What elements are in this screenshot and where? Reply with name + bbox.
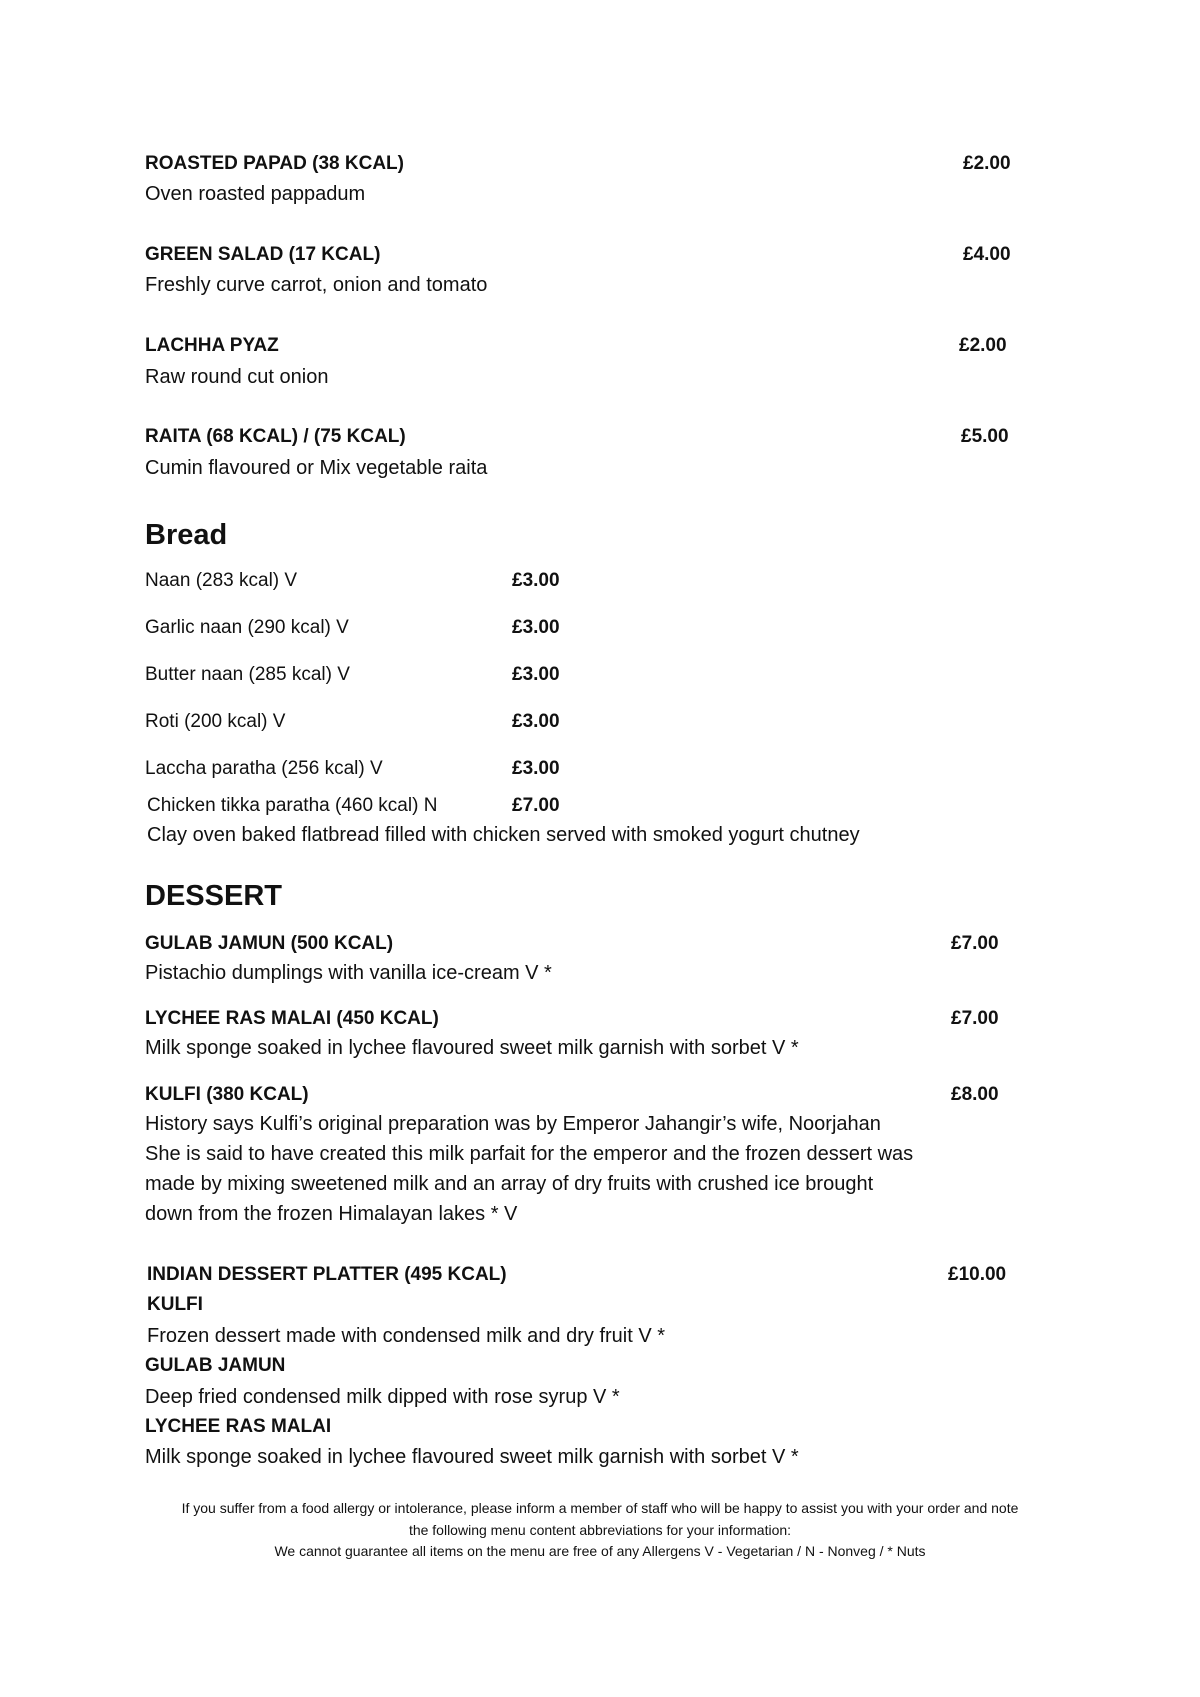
item-title: LACHHA PYAZ: [145, 335, 279, 356]
item-price: £5.00: [961, 426, 1009, 447]
dessert-description: Milk sponge soaked in lychee flavoured sweet milk garnish with sorbet V *: [145, 1037, 799, 1059]
item-description: Raw round cut onion: [145, 366, 329, 388]
dessert-description-line: History says Kulfi’s original preparation was by Emperor Jahangir’s wife, Noorjahan: [145, 1113, 881, 1135]
bread-item-price: £3.00: [512, 617, 560, 638]
dessert-description-line: She is said to have created this milk parfait for the emperor and the frozen dessert was: [145, 1143, 914, 1165]
item-price: £2.00: [959, 335, 1007, 356]
dessert-title: LYCHEE RAS MALAI (450 KCAL): [145, 1008, 439, 1029]
platter-component-name: LYCHEE RAS MALAI: [145, 1416, 332, 1437]
dessert-description-line: made by mixing sweetened milk and an array of dry fruits with crushed ice brought: [145, 1173, 874, 1195]
platter-price: £10.00: [948, 1264, 1007, 1285]
platter-component-name: GULAB JAMUN: [145, 1355, 286, 1376]
dessert-title: KULFI (380 KCAL): [145, 1084, 309, 1105]
bread-item-name: Naan (283 kcal) V: [145, 570, 298, 591]
item-price: £4.00: [963, 244, 1011, 265]
bread-item-description: Clay oven baked flatbread filled with chicken served with smoked yogurt chutney: [147, 824, 860, 846]
platter-component-description: Deep fried condensed milk dipped with rose syrup V *: [145, 1386, 620, 1408]
bread-item-price: £3.00: [512, 758, 560, 779]
bread-item-name: Laccha paratha (256 kcal) V: [145, 758, 383, 779]
dessert-title: GULAB JAMUN (500 KCAL): [145, 933, 394, 954]
dessert-price: £8.00: [951, 1084, 999, 1105]
platter-title: INDIAN DESSERT PLATTER (495 KCAL): [147, 1264, 507, 1285]
item-description: Oven roasted pappadum: [145, 183, 366, 205]
platter-component-name: KULFI: [147, 1294, 203, 1315]
dessert-description: Pistachio dumplings with vanilla ice-cream V *: [145, 962, 552, 984]
bread-item-price: £3.00: [512, 570, 560, 591]
bread-item-price: £3.00: [512, 711, 560, 732]
dessert-description-line: down from the frozen Himalayan lakes * V: [145, 1203, 518, 1225]
item-title: GREEN SALAD (17 KCAL): [145, 244, 381, 265]
section-heading-bread: Bread: [145, 519, 228, 551]
item-title: RAITA (68 KCAL) / (75 KCAL): [145, 426, 406, 447]
section-heading-dessert: DESSERT: [145, 880, 282, 912]
dessert-price: £7.00: [951, 1008, 999, 1029]
bread-item-price: £3.00: [512, 664, 560, 685]
allergy-notice-line: the following menu content abbreviations for your information:: [408, 1522, 792, 1538]
platter-component-description: Milk sponge soaked in lychee flavoured sweet milk garnish with sorbet V *: [145, 1446, 799, 1468]
item-title: ROASTED PAPAD (38 KCAL): [145, 153, 404, 174]
bread-item-name: Roti (200 kcal) V: [145, 711, 286, 732]
item-price: £2.00: [963, 153, 1011, 174]
item-description: Freshly curve carrot, onion and tomato: [145, 274, 488, 296]
platter-component-description: Frozen dessert made with condensed milk and dry fruit V *: [147, 1325, 666, 1347]
bread-item-price: £7.00: [512, 795, 560, 816]
item-description: Cumin flavoured or Mix vegetable raita: [145, 457, 488, 479]
allergy-notice-line: We cannot guarantee all items on the menu are free of any Allergens V - Vegetarian / N - Nonveg / * Nuts: [274, 1543, 926, 1559]
dessert-price: £7.00: [951, 933, 999, 954]
bread-item-name: Garlic naan (290 kcal) V: [145, 617, 349, 638]
bread-item-name: Butter naan (285 kcal) V: [145, 664, 350, 685]
allergy-notice-line: If you suffer from a food allergy or intolerance, please inform a member of staff who will be happy to assist you with your order and note: [181, 1500, 1019, 1516]
bread-item-name: Chicken tikka paratha (460 kcal) N: [147, 795, 438, 816]
